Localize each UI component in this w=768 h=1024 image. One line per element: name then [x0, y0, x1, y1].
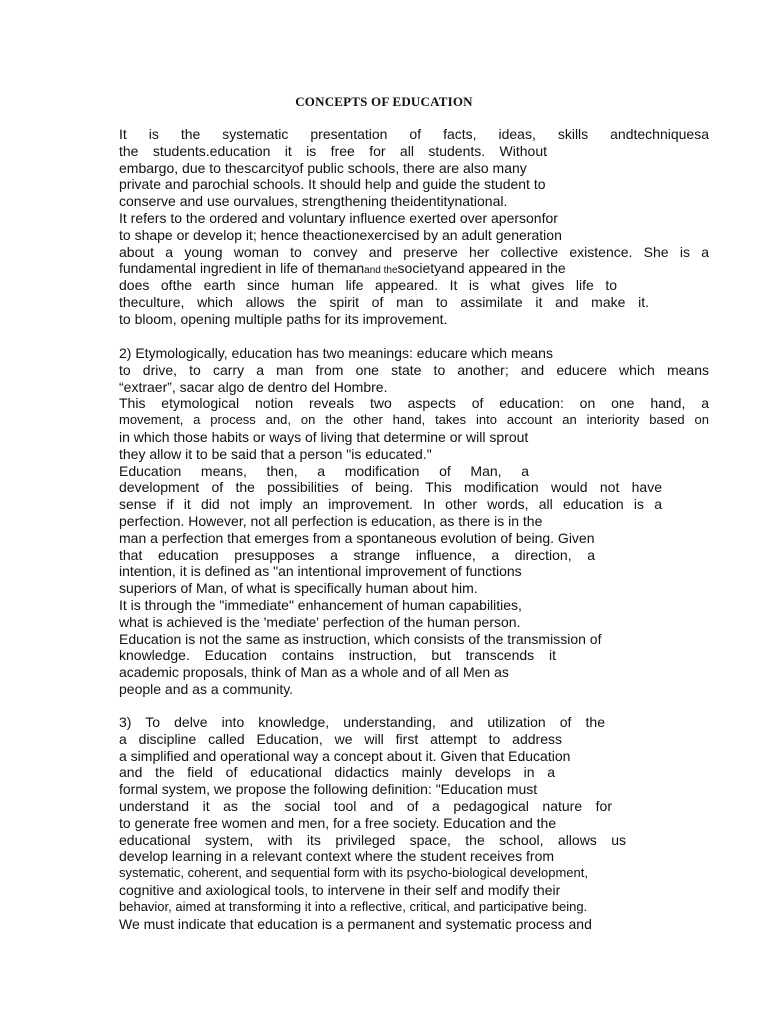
text-line: about a young woman to convey and preserve her collective existence. She is a	[119, 243, 709, 260]
text-line: people and as a community.	[119, 680, 294, 697]
text-line: conserve and use ourvalues, strengthening theidentitynational.	[119, 193, 508, 210]
text-line: embargo, due to thescarcityof public schools, there are also many	[119, 159, 527, 176]
text-line: 3) To delve into knowledge, understanding, and utilization of the	[119, 714, 605, 730]
text-line: We must indicate that education is a permanent and systematic process and	[119, 915, 592, 932]
text-line: educational system, with its privileged space, the school, allows us	[119, 831, 626, 848]
text-line: This etymological notion reveals two aspects of education: on one hand, a	[119, 395, 709, 412]
text-line: perfection. However, not all perfection is education, as there is in the	[119, 512, 543, 529]
text-line: and the field of educational didactics mainly develops in a	[119, 764, 555, 781]
text-line: in which those habits or ways of living that determine or will sprout	[119, 428, 529, 445]
text-line: 2) Etymologically, education has two meanings: educare which means	[119, 345, 553, 361]
text-line: they allow it to be said that a person "is educated."	[119, 445, 432, 462]
text-line: cognitive and axiological tools, to intervene in their self and modify their	[119, 881, 561, 898]
text-line: the students.education it is free for all students. Without	[119, 142, 547, 159]
text-line: to shape or develop it; hence theactionexercised by an adult generation	[119, 226, 562, 243]
text-line: that education presupposes a strange influence, a direction, a	[119, 546, 595, 563]
text-line: to drive, to carry a man from one state to another; and educere which means	[119, 361, 709, 378]
text-line: a discipline called Education, we will first attempt to address	[119, 730, 562, 747]
text-line: It refers to the ordered and voluntary influence exerted over apersonfor	[119, 209, 558, 226]
text-segment: societyand appeared in the	[397, 260, 566, 277]
text-line: Education is not the same as instruction, which consists of the transmission of	[119, 630, 602, 647]
text-line: knowledge. Education contains instruction, but transcends it	[119, 647, 556, 664]
text-line: behavior, aimed at transforming it into a reflective, critical, and participative being.	[119, 898, 588, 914]
text-line: systematic, coherent, and sequential form with its psycho-biological development,	[119, 865, 588, 881]
text-line: movement, a process and, on the other hand, takes into account an interiority based on	[119, 412, 709, 428]
text-line: man a perfection that emerges from a spontaneous evolution of being. Given	[119, 529, 595, 546]
text-line: development of the possibilities of being. This modification would not have	[119, 479, 662, 496]
paragraph-3	[119, 714, 709, 932]
text-line	[119, 260, 709, 277]
text-line: superiors of Man, of what is specifically human about him.	[119, 580, 478, 597]
text-line: to bloom, opening multiple paths for its improvement.	[119, 310, 448, 327]
paragraph-1	[119, 126, 709, 328]
text-line: It is through the "immediate" enhancement of human capabilities,	[119, 596, 522, 613]
text-line: a simplified and operational way a concept about it. Given that Education	[119, 747, 571, 764]
text-line: sense if it did not imply an improvement. In other words, all education is a	[119, 496, 662, 513]
text-line: It is the systematic presentation of facts, ideas, skills andtechniquesa	[119, 126, 709, 142]
paragraph-2	[119, 345, 709, 698]
text-segment: fundamental ingredient in life of theman	[119, 260, 365, 277]
text-line: “extraer”, sacar algo de dentro del Hombre.	[119, 378, 388, 395]
text-line: formal system, we propose the following definition: "Education must	[119, 781, 538, 798]
text-line: to generate free women and men, for a free society. Education and the	[119, 814, 557, 831]
text-line: Education means, then, a modification of Man, a	[119, 462, 529, 479]
text-line: intention, it is defined as "an intentional improvement of functions	[119, 563, 522, 580]
text-line: private and parochial schools. It should help and guide the student to	[119, 176, 546, 193]
text-line: academic proposals, think of Man as a whole and of all Men as	[119, 664, 509, 681]
text-line: does ofthe earth since human life appeared. It is what gives life to	[119, 277, 617, 294]
text-line: understand it as the social tool and of a pedagogical nature for	[119, 797, 612, 814]
text-line: theculture, which allows the spirit of man to assimilate it and make it.	[119, 293, 649, 310]
text-line: what is achieved is the 'mediate' perfection of the human person.	[119, 613, 521, 630]
document-title: CONCEPTS OF EDUCATION	[295, 94, 473, 109]
text-line: develop learning in a relevant context where the student receives from	[119, 848, 555, 865]
small-text-segment: and the	[364, 265, 398, 277]
